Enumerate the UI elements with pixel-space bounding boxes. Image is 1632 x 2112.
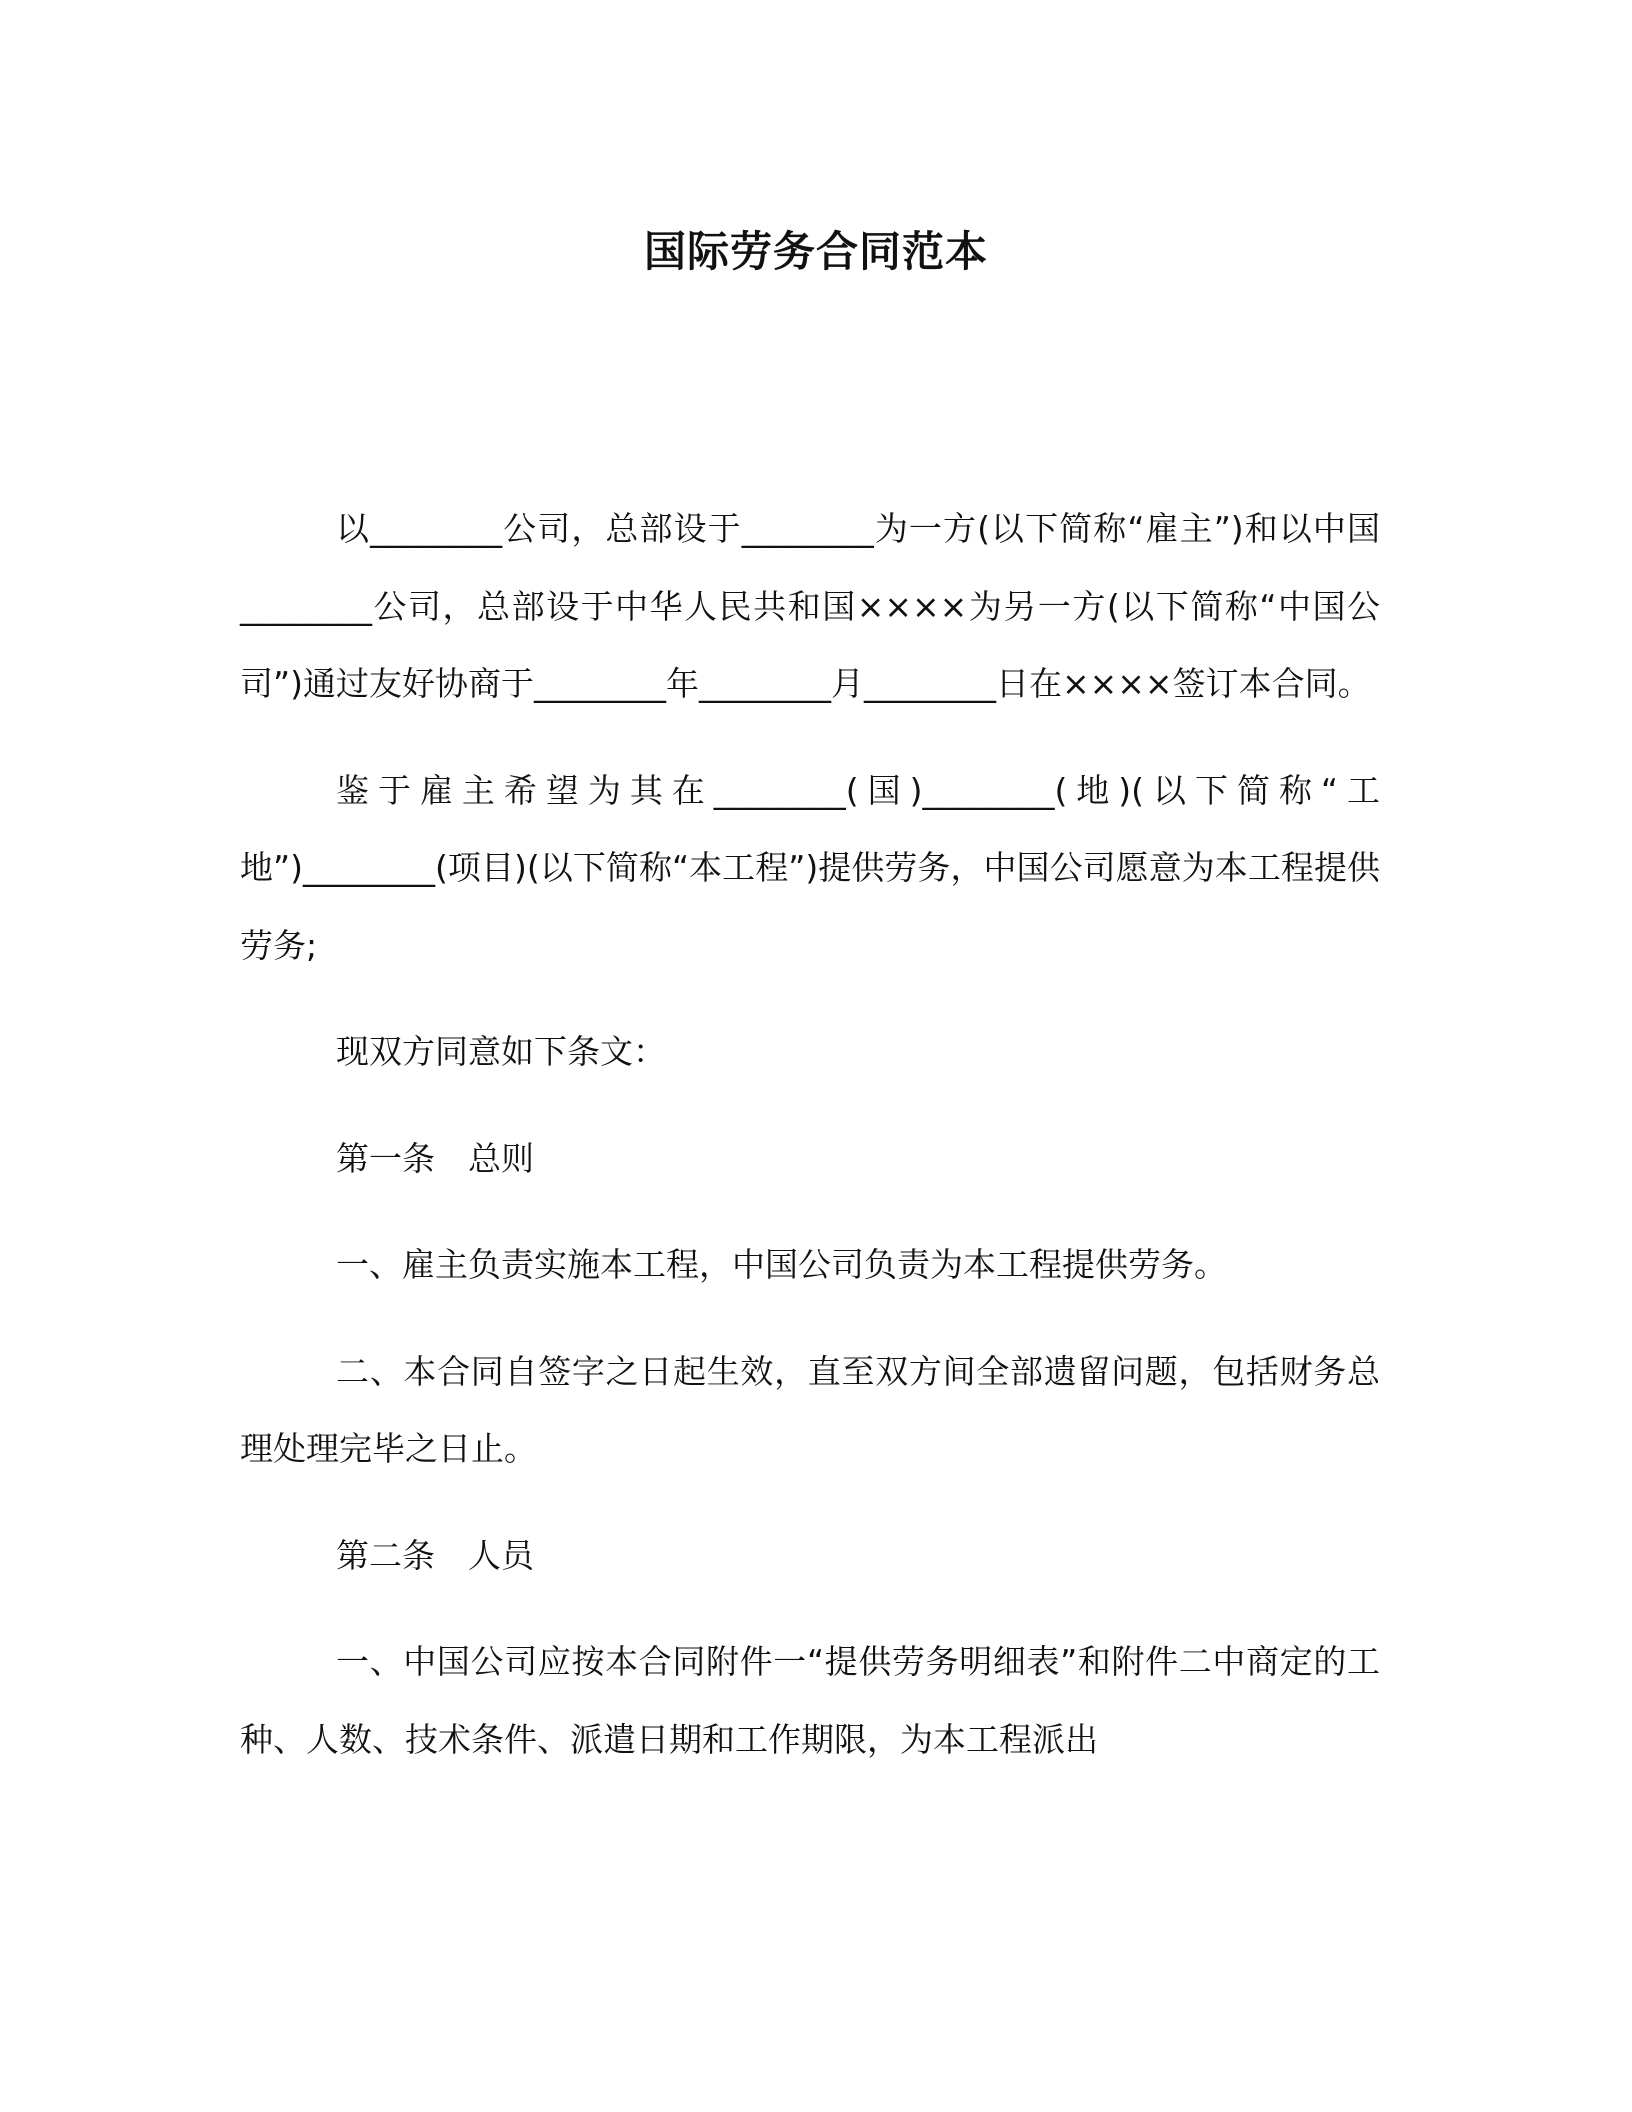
document-body	[240, 490, 1380, 1807]
article-two-heading: 第二条 人员	[336, 1535, 534, 1575]
agreement-paragraph: 现双方同意如下条文：	[336, 1032, 666, 1071]
recital-paragraph: 鉴于雇主希望为其在________(国)________(地)(以下简称“工地”)________(项目)(以下简称“本工程”)提供劳务，中国公司愿意为本工程提供劳务;	[240, 770, 1381, 965]
article-one-heading: 第一条 总则	[336, 1138, 534, 1178]
article-one-clause-1: 一、雇主负责实施本工程，中国公司负责为本工程提供劳务。	[336, 1245, 1227, 1284]
preamble-paragraph: 以________公司，总部设于________为一方(以下简称“雇主”)和以中国________公司，总部设于中华人民共和国××××为另一方(以下简称“中国公司”)通过友好协商于________年________月________日在××××签订本合同。	[240, 509, 1380, 703]
article-two-clause-1: 一、中国公司应按本合同附件一“提供劳务明细表”和附件二中商定的工种、人数、技术条件、派遣日期和工作期限，为本工程派出	[240, 1642, 1380, 1759]
document-title: 国际劳务合同范本	[643, 227, 988, 276]
article-one-clause-2: 二、本合同自签字之日起生效，直至双方间全部遗留问题，包括财务总理处理完毕之日止。	[240, 1351, 1380, 1468]
